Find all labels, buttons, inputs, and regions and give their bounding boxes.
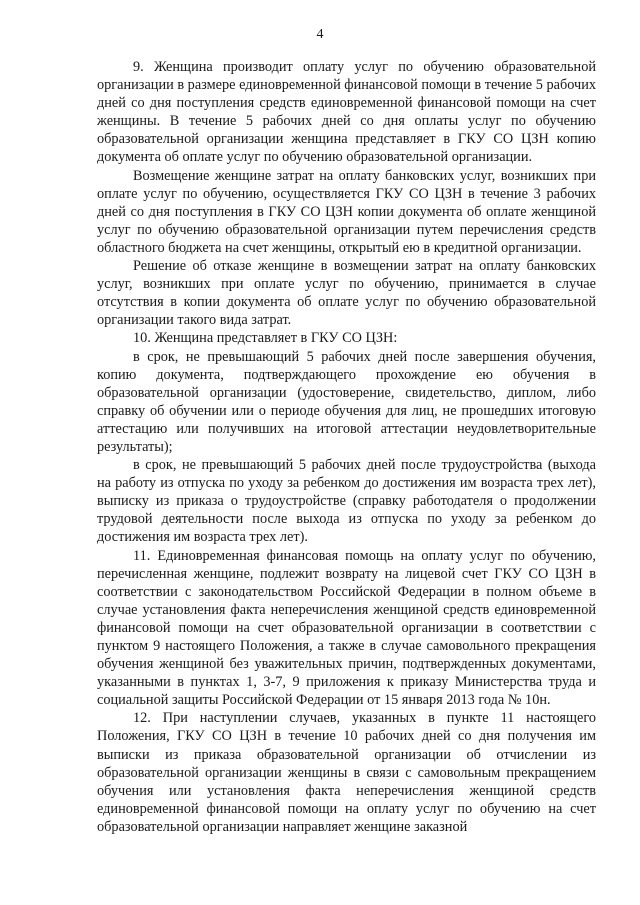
paragraph-refusal: Решение об отказе женщине в возмещении затрат на оплату банковских услуг, возникших при оплате услуг по обучению, принимается в случае отсутствия в копии документа об оплате услуг по обучению образовательной организации такого вида затрат. (97, 258, 596, 329)
paragraph-10-completion: в срок, не превышающий 5 рабочих дней после завершения обучения, копию документа, подтверждающего прохождение ею обучения в образовательной организации (удостоверение, свидетельство, диплом, либо справку об обучении или о периоде обучения для лиц, не прошедших итоговую аттестацию или получивших на итоговой аттестации неудовлетворительные результаты); (97, 348, 596, 455)
paragraph-10-employment: в срок, не превышающий 5 рабочих дней после трудоустройства (выхода на работу из отпуска по уходу за ребенком до достижения им возраста трех лет), выписку из приказа о трудоустройстве (справку работодателя о продолжении трудовой деятельности после выхода из отпуска по уходу за ребенком до достижения им возраста трех лет). (97, 457, 596, 546)
paragraph-10: 10. Женщина представляет в ГКУ СО ЦЗН: (133, 330, 398, 347)
paragraph-11: 11. Единовременная финансовая помощь на оплату услуг по обучению, перечисленная женщине, подлежит возврату на лицевой счет ГКУ СО ЦЗН в соответствии с законодательством Российской Федерации в полном объеме в случае установления факта неперечисления женщиной средств единовременной финансовой помощи на счет образовательной организации в соответствии с пунктом 9 настоящего Положения, а также в случае самовольного прекращения обучения женщиной без уважительных причин, подтвержденных документами, указанными в пунктах 1, 3-7, 9 приложения к приказу Министерства труда и социальной защиты Российской Федерации от 15 января 2013 года № 10н. (97, 547, 596, 709)
document-body (97, 58, 596, 836)
paragraph-9: 9. Женщина производит оплату услуг по обучению образовательной организации в размере единовременной финансовой помощи в течение 5 рабочих дней со дня поступления средств единовременной финансовой помощи на счет женщины. В течение 5 рабочих дней со дня оплаты услуг по обучению образовательной организации женщина представляет в ГКУ СО ЦЗН копию документа об оплате услуг по обучению образовательной организации. (97, 59, 596, 166)
paragraph-12: 12. При наступлении случаев, указанных в пункте 11 настоящего Положения, ГКУ СО ЦЗН в течение 10 рабочих дней со дня получения им выписки из приказа образовательной организации об отчислении из образовательной организации женщины в связи с самовольным прекращением обучения или установления факта неперечисления женщиной средств единовременной финансовой помощи на оплату услуг по обучению на счет образовательной организации направляет женщине заказной (97, 710, 596, 835)
paragraph-reimbursement: Возмещение женщине затрат на оплату банковских услуг, возникших при оплате услуг по обучению, осуществляется ГКУ СО ЦЗН в течение 3 рабочих дней со дня поступления в ГКУ СО ЦЗН копии документа об оплате женщиной услуг по обучению образовательной организации путем перечисления средств областного бюджета на счет женщины, открытый ею в кредитной организации. (97, 167, 596, 256)
page-number: 4 (316, 27, 324, 42)
